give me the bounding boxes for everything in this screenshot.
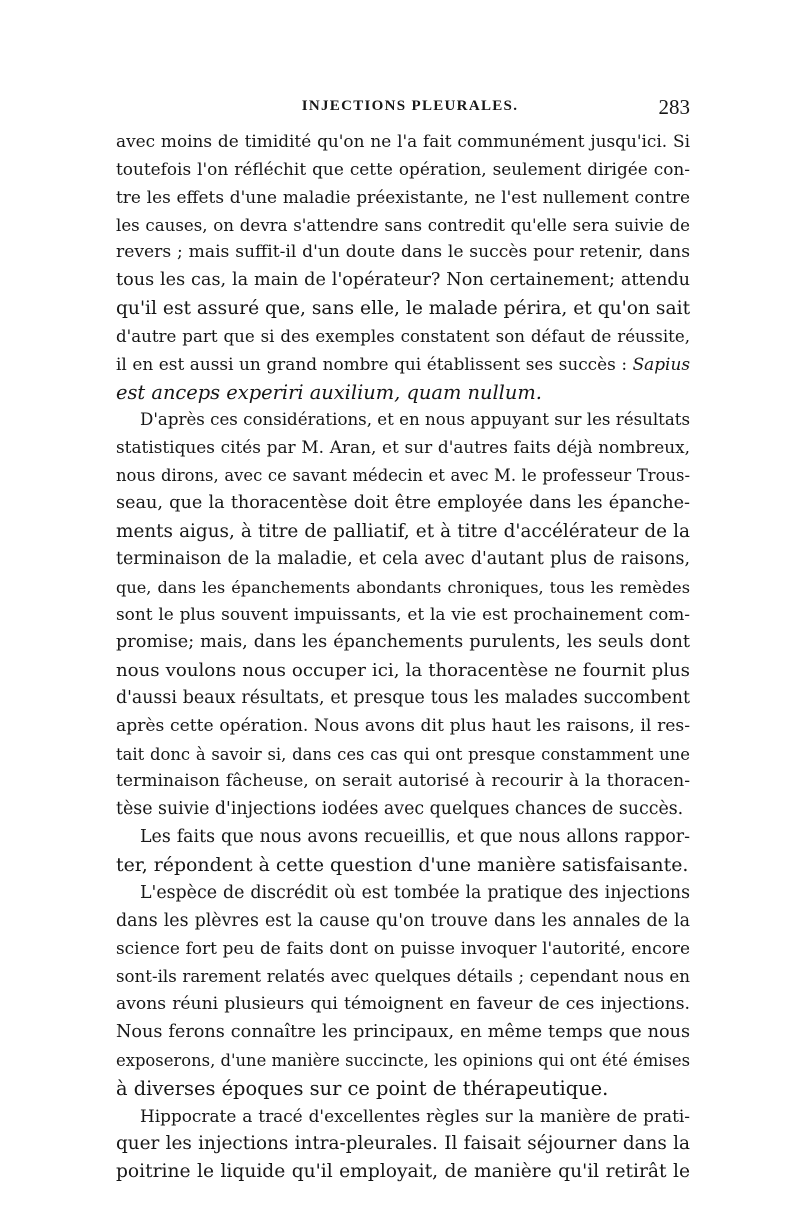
text-line: poitrine le liquide qu'il employait, de manière qu'il retirât le (116, 1161, 690, 1183)
text-line: tèse suivie d'injections iodées avec quelques chances de succès. (116, 799, 684, 820)
text-line: science fort peu de faits dont on puisse invoquer l'autorité, encore (116, 938, 690, 959)
text-line: que, dans les épanchements abondants chroniques, tous les remèdes (116, 577, 690, 597)
text-line: L'espèce de discrédit où est tombée la pratique des injections (140, 882, 690, 903)
text-line: D'après ces considérations, et en nous appuyant sur les résultats (140, 410, 690, 430)
text-line: à diverses époques sur ce point de thérapeutique. (116, 1076, 609, 1100)
text-line (116, 351, 690, 379)
text-line: revers ; mais suffit-il d'un doute dans le succès pour retenir, dans (116, 242, 690, 263)
text-line: Hippocrate a tracé d'excellentes règles sur la manière de prati- (140, 1105, 690, 1126)
text-line: promise; mais, dans les épanchements purulents, les seuls dont (116, 632, 690, 653)
text-line: avec moins de timidité qu'on ne l'a fait communément jusqu'ici. Si (116, 131, 690, 151)
text-line-roman: il en est aussi un grand nombre qui établissent ses succès : (116, 353, 633, 374)
text-line: exposerons, d'une manière succincte, les opinions qui ont été émises (116, 1050, 690, 1070)
body-text (116, 128, 690, 1186)
text-line: les causes, on devra s'attendre sans contredit qu'elle sera suivie de (116, 215, 690, 235)
text-line-italic: Sapius (632, 353, 690, 374)
text-line: nous voulons nous occuper ici, la thoracentèse ne fournit plus (116, 660, 690, 682)
text-line: tous les cas, la main de l'opérateur? Non certainement; attendu (116, 270, 690, 291)
text-line: seau, que la thoracentèse doit être employée dans les épanche- (116, 492, 690, 513)
text-line: Les faits que nous avons recueillis, et que nous allons rappor- (140, 827, 690, 848)
page-number: 283 (658, 95, 690, 119)
text-line: sont le plus souvent impuissants, et la vie est prochainement com- (116, 604, 690, 625)
running-head (116, 95, 690, 132)
text-line: terminaison de la maladie, et cela avec d'autant plus de raisons, (116, 548, 690, 569)
text-line: est anceps experiri auxilium, quam nullum. (116, 380, 542, 404)
text-line: après cette opération. Nous avons dit plus haut les raisons, il res- (116, 715, 690, 736)
text-line: tait donc à savoir si, dans ces cas qui ont presque constamment une (116, 744, 690, 764)
text-line: quer les injections intra-pleurales. Il faisait séjourner dans la (116, 1133, 690, 1155)
text-line: ter, répondent à cette question d'une manière satisfaisante. (116, 853, 689, 876)
text-line: nous dirons, avec ce savant médecin et avec M. le professeur Trous- (116, 466, 690, 486)
text-line: toutefois l'on réfléchit que cette opération, seulement dirigée con- (116, 158, 690, 179)
running-title: INJECTIONS PLEURALES. (301, 98, 519, 114)
text-line: qu'il est assuré que, sans elle, le malade périra, et qu'on sait (116, 298, 690, 320)
text-line: terminaison fâcheuse, on serait autorisé à recourir à la thoracen- (116, 771, 690, 792)
text-line: d'autre part que si des exemples constatent son défaut de réussite, (116, 326, 690, 346)
text-line: statistiques cités par M. Aran, et sur d'autres faits déjà nombreux, (116, 437, 690, 458)
text-line: ments aigus, à titre de palliatif, et à titre d'accélérateur de la (116, 520, 690, 542)
text-line: avons réuni plusieurs qui témoignent en faveur de ces injections. (116, 994, 690, 1015)
text-line: Nous ferons connaître les principaux, en même temps que nous (116, 1022, 690, 1042)
text-line: dans les plèvres est la cause qu'on trouve dans les annales de la (116, 910, 690, 931)
text-line: tre les effets d'une maladie préexistante, ne l'est nullement contre (116, 186, 690, 207)
text-line: sont-ils rarement relatés avec quelques détails ; cependant nous en (116, 967, 690, 987)
text-line: d'aussi beaux résultats, et presque tous les malades succombent (116, 687, 690, 708)
